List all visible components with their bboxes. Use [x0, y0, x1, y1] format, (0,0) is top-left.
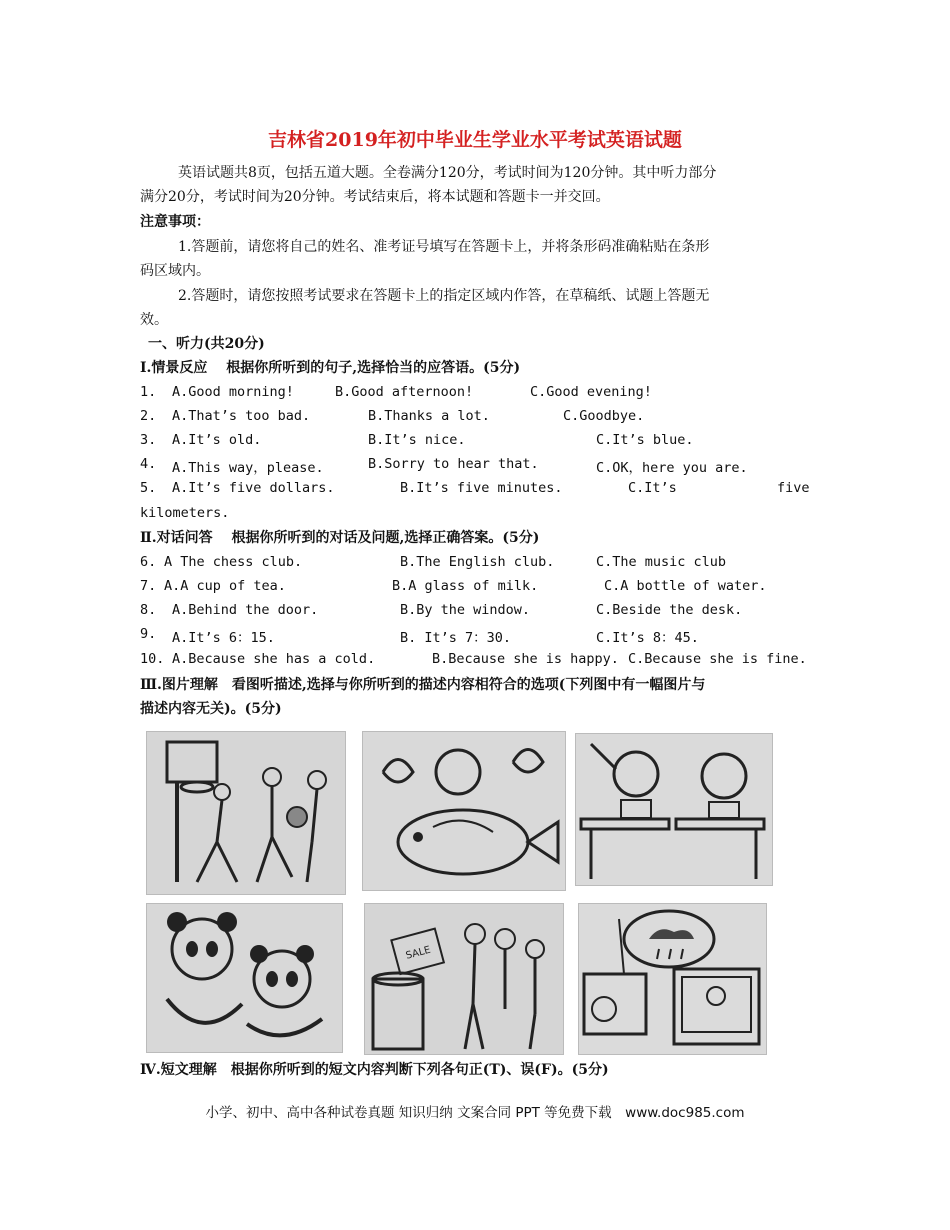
intro-line-1: 英语试题共8页，包括五道大题。全卷满分120分，考试时间为120分钟。其中听力部分	[178, 165, 717, 181]
option-b: B.By the window.	[400, 602, 531, 618]
part-3-heading-line-2: 描述内容无关)。(5分)	[140, 701, 282, 717]
option-a: A.It’s old.	[172, 432, 262, 448]
option-c: C.It’s blue.	[596, 432, 694, 448]
option-c: C.It’s 8：45.	[596, 630, 699, 646]
question-number: 10.	[140, 651, 165, 667]
students-reading-picture	[575, 733, 773, 886]
question-number: 1.	[140, 384, 157, 400]
option-b: B.Thanks a lot.	[368, 408, 490, 424]
question-number: 3.	[140, 432, 157, 448]
question-number: 9.	[140, 626, 157, 642]
option-c-wrap: kilometers.	[140, 505, 230, 521]
option-b: B.Sorry to hear that.	[368, 456, 539, 472]
question-number: 7.	[140, 578, 157, 594]
option-c: C.Because she is fine.	[628, 651, 807, 667]
question-number: 8.	[140, 602, 157, 618]
option-c: C.Good evening!	[530, 384, 652, 400]
option-c-continued: five	[777, 480, 810, 496]
intro-line-2: 满分20分，考试时间为20分钟。考试结束后，将本试题和答题卡一并交回。	[140, 189, 610, 205]
option-a: A.Behind the door.	[172, 602, 319, 618]
option-c: C.Goodbye.	[563, 408, 645, 424]
option-c: C.Beside the desk.	[596, 602, 743, 618]
option-b: B.The English club.	[400, 554, 555, 570]
footer-text: 小学、初中、高中各种试卷真题 知识归纳 文案合同 PPT 等免费下载 www.doc985.com	[205, 1105, 745, 1121]
recycling-picture	[364, 903, 564, 1055]
basketball-picture	[146, 731, 346, 895]
exam-title: 吉林省2019年初中毕业生学业水平考试英语试题	[268, 129, 682, 151]
part-2-heading: Ⅱ.对话问答 根据你所听到的对话及问题,选择正确答案。(5分)	[140, 530, 540, 546]
option-b: B.It’s nice.	[368, 432, 466, 448]
note-2-line-2: 效。	[140, 312, 168, 328]
option-c: C.A bottle of water.	[604, 578, 767, 594]
question-number: 2.	[140, 408, 157, 424]
option-b: B. It’s 7：30.	[400, 630, 512, 646]
note-2-line-1: 2.答题时，请您按照考试要求在答题卡上的指定区域内作答，在草稿纸、试题上答题无	[178, 288, 710, 304]
question-number: 6.	[140, 554, 157, 570]
option-c: C.OK，here you are.	[596, 460, 748, 476]
option-b: B.Because she is happy.	[432, 651, 619, 667]
option-a: A.That’s too bad.	[172, 408, 311, 424]
option-a: A.Good morning!	[172, 384, 294, 400]
option-b: B.Good afternoon!	[335, 384, 474, 400]
section-1-heading: 一、听力(共20分)	[148, 336, 265, 352]
option-a: A.It’s 6：15.	[172, 630, 275, 646]
option-b: B.It’s five minutes.	[400, 480, 563, 496]
option-a: A.Because she has a cold.	[172, 651, 376, 667]
question-number: 4.	[140, 456, 157, 472]
option-a: A.It’s five dollars.	[172, 480, 335, 496]
option-a: A The chess club.	[164, 554, 303, 570]
notes-heading: 注意事项：	[140, 214, 210, 230]
option-c: C.The music club	[596, 554, 727, 570]
note-1-line-2: 码区域内。	[140, 263, 210, 279]
pandas-picture	[146, 903, 343, 1053]
part-3-heading-line-1: Ⅲ.图片理解 看图听描述,选择与你所听到的描述内容相符合的选项(下列图中有一幅图片与	[140, 677, 706, 693]
option-a: A.This way，please.	[172, 460, 324, 476]
sale-sign-text: SALE	[404, 944, 432, 962]
note-1-line-1: 1.答题前，请您将自己的姓名、准考证号填写在答题卡上，并将条形码准确粘贴在条形	[178, 239, 710, 255]
option-c: C.It’s	[628, 480, 677, 496]
weather-report-picture	[578, 903, 767, 1055]
part-4-heading: Ⅳ.短文理解 根据你所听到的短文内容判断下列各句正(T)、误(F)。(5分)	[140, 1062, 609, 1078]
question-number: 5.	[140, 480, 157, 496]
paper-cut-boy-fish-picture	[362, 731, 566, 891]
option-b: B.A glass of milk.	[392, 578, 539, 594]
option-a: A.A cup of tea.	[164, 578, 286, 594]
part-1-heading: Ⅰ.情景反应 根据你所听到的句子,选择恰当的应答语。(5分)	[140, 360, 521, 376]
